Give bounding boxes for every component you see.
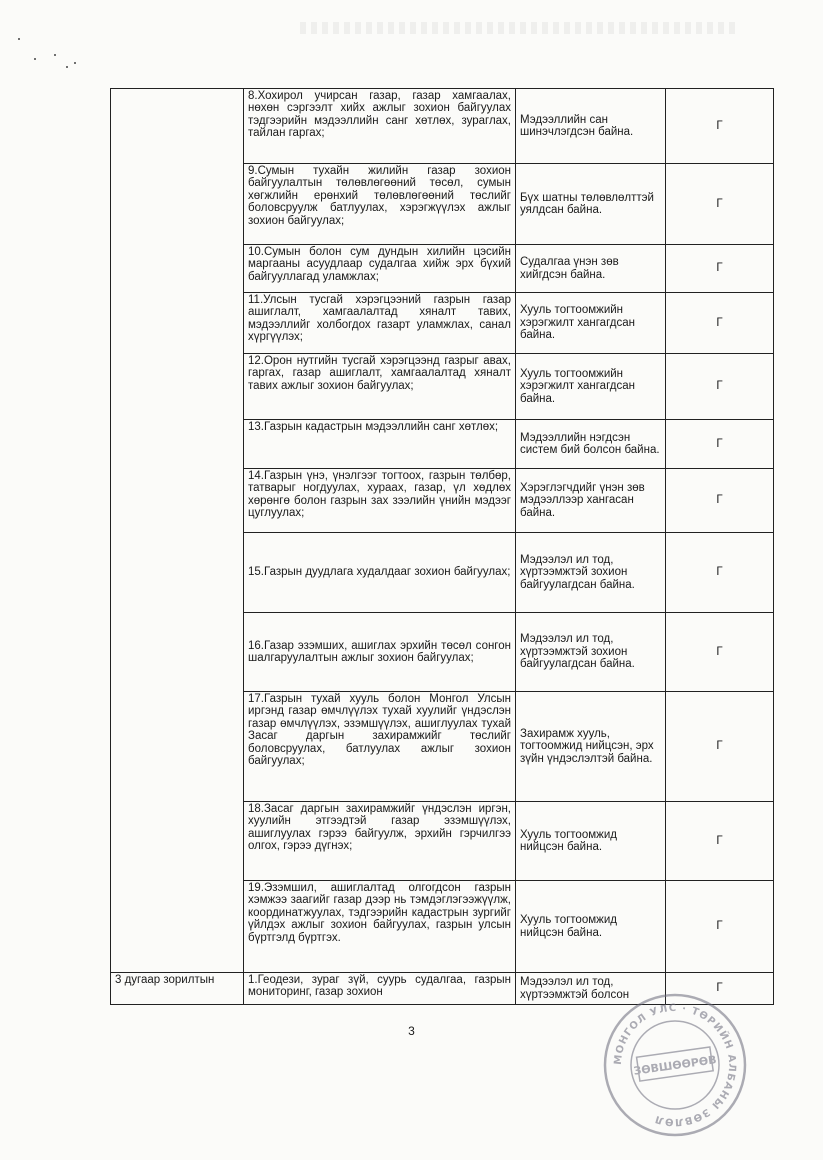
- task-cell: 9.Сумын тухайн жилийн газар зохион байгуулалтын төлөвлөгөөний төсөл, сумын хөгжлийн ерөнхий төлөвлөгөөний төслийг боловсруулж батлуулах, хэрэгжүүлэх ажлыг зохион байгуулах;: [244, 164, 516, 245]
- goal-cell: 3 дугаар зорилтын: [111, 973, 244, 1005]
- result-cell: Бүх шатны төлөвлөлттэй уялдсан байна.: [516, 164, 666, 245]
- official-stamp: [600, 990, 750, 1140]
- mark-cell: Г: [666, 245, 774, 293]
- mark-cell: Г: [666, 881, 774, 973]
- result-cell: Захирамж хууль, тогтоомжид нийцсэн, эрх зүйн үндэслэлтэй байна.: [516, 692, 666, 802]
- result-cell: Хууль тогтоомжийн хэрэгжилт хангагдсан байна.: [516, 293, 666, 354]
- result-cell: Хууль тогтоомжийн хэрэгжилт хангагдсан байна.: [516, 354, 666, 420]
- task-cell: 16.Газар эзэмших, ашиглах эрхийн төсөл сонгон шалгаруулалтын ажлыг зохион байгуулах;: [244, 613, 516, 692]
- mark-cell: Г: [666, 973, 774, 1005]
- stamp-center-text: ЗӨВШӨӨРӨВ: [632, 1053, 718, 1078]
- result-cell: Хууль тогтоомжид нийцсэн байна.: [516, 802, 666, 881]
- goal-cell: [111, 89, 244, 973]
- result-cell: Мэдээлэл ил тод, хүртээмжтэй болсон: [516, 973, 666, 1005]
- task-cell: 10.Сумын болон сум дундын хилийн цэсийн маргааны асуудлаар судалгаа хийж эрх бүхий байгууллагад уламжлах;: [244, 245, 516, 293]
- result-cell: Судалгаа үнэн зөв хийгдсэн байна.: [516, 245, 666, 293]
- task-cell: 18.Засаг даргын захирамжийг үндэслэн иргэн, хуулийн этгээдтэй газар эзэмшүүлэх, ашиглуулах гэрээ байгуулж, эрхийн гэрчилгээ олгох, гэрээ дүгнэх;: [244, 802, 516, 881]
- table-row: [111, 89, 774, 164]
- task-cell: 13.Газрын кадастрын мэдээллийн санг хөтлөх;: [244, 420, 516, 469]
- task-cell: 14.Газрын үнэ, үнэлгээг тогтоох, газрын төлбөр, татварыг ногдуулах, хураах, газар, үл хөдлөх хөрөнгө болон газрын зах зээлийн үнийн мэдээг цуглуулах;: [244, 469, 516, 533]
- mark-cell: Г: [666, 613, 774, 692]
- mark-cell: Г: [666, 802, 774, 881]
- task-cell: 15.Газрын дуудлага худалдааг зохион байгуулах;: [244, 533, 516, 613]
- mark-cell: Г: [666, 420, 774, 469]
- task-cell: 1.Геодези, зураг зүй, суурь судалгаа, газрын мониторинг, газар зохион: [244, 973, 516, 1005]
- mark-cell: Г: [666, 354, 774, 420]
- result-cell: Хууль тогтоомжид нийцсэн байна.: [516, 881, 666, 973]
- performance-table: [110, 88, 774, 1005]
- task-cell: 17.Газрын тухай хууль болон Монгол Улсын иргэнд газар өмчлүүлэх тухай хуулийг үндэслэн газар өмчлүүлэх, эзэмшүүлэх, ашиглуулах тухай Засаг даргын захирамжийг төслийг боловсруулах, батлуулах ажлыг зохион байгуулах;: [244, 692, 516, 802]
- mark-cell: Г: [666, 533, 774, 613]
- result-cell: Хэрэглэгчдийг үнэн зөв мэдээллээр хангасан байна.: [516, 469, 666, 533]
- result-cell: Мэдээллийн сан шинэчлэгдсэн байна.: [516, 89, 666, 164]
- stamp-ring-text: МОНГОЛ УЛС · ТӨРИЙН АЛБАНЫ ЗӨВЛӨЛ: [612, 1002, 738, 1128]
- scan-header-noise: [300, 22, 740, 34]
- task-cell: 12.Орон нутгийн тусгай хэрэгцээнд газрыг авах, гаргах, газар ашиглалт, хамгаалалтад хяналт тавих ажлыг зохион байгуулах;: [244, 354, 516, 420]
- result-cell: Мэдээлэл ил тод, хүртээмжтэй зохион байгуулагдсан байна.: [516, 533, 666, 613]
- task-cell: 8.Хохирол учирсан газар, газар хамгаалах, нөхөн сэргээлт хийх ажлыг зохион байгуулах тэдгээрийн мэдээллийн санг хөтлөх, зураглах, тайлан гаргах;: [244, 89, 516, 164]
- mark-cell: Г: [666, 164, 774, 245]
- scan-corner-dots: [14, 36, 84, 86]
- mark-cell: Г: [666, 293, 774, 354]
- task-cell: 11.Улсын тусгай хэрэгцээний газрын газар ашиглалт, хамгаалалтад хяналт тавих, мэдээллийг холбогдох газарт уламжлах, санал хүргүүлэх;: [244, 293, 516, 354]
- result-cell: Мэдээлэл ил тод, хүртээмжтэй зохион байгуулагдсан байна.: [516, 613, 666, 692]
- mark-cell: Г: [666, 89, 774, 164]
- mark-cell: Г: [666, 469, 774, 533]
- mark-cell: Г: [666, 692, 774, 802]
- result-cell: Мэдээллийн нэгдсэн систем бий болсон байна.: [516, 420, 666, 469]
- task-cell: 19.Эзэмшил, ашиглалтад олгогдсон газрын хэмжээ заагийг газар дээр нь тэмдэглэгээжүүлж, координатжуулах, тэдгээрийн кадастрын зургийг үйлдэх ажлыг зохион байгуулах, газрын улсын бүртгэлд бүртгэх.: [244, 881, 516, 973]
- page-number: 3: [408, 1024, 415, 1038]
